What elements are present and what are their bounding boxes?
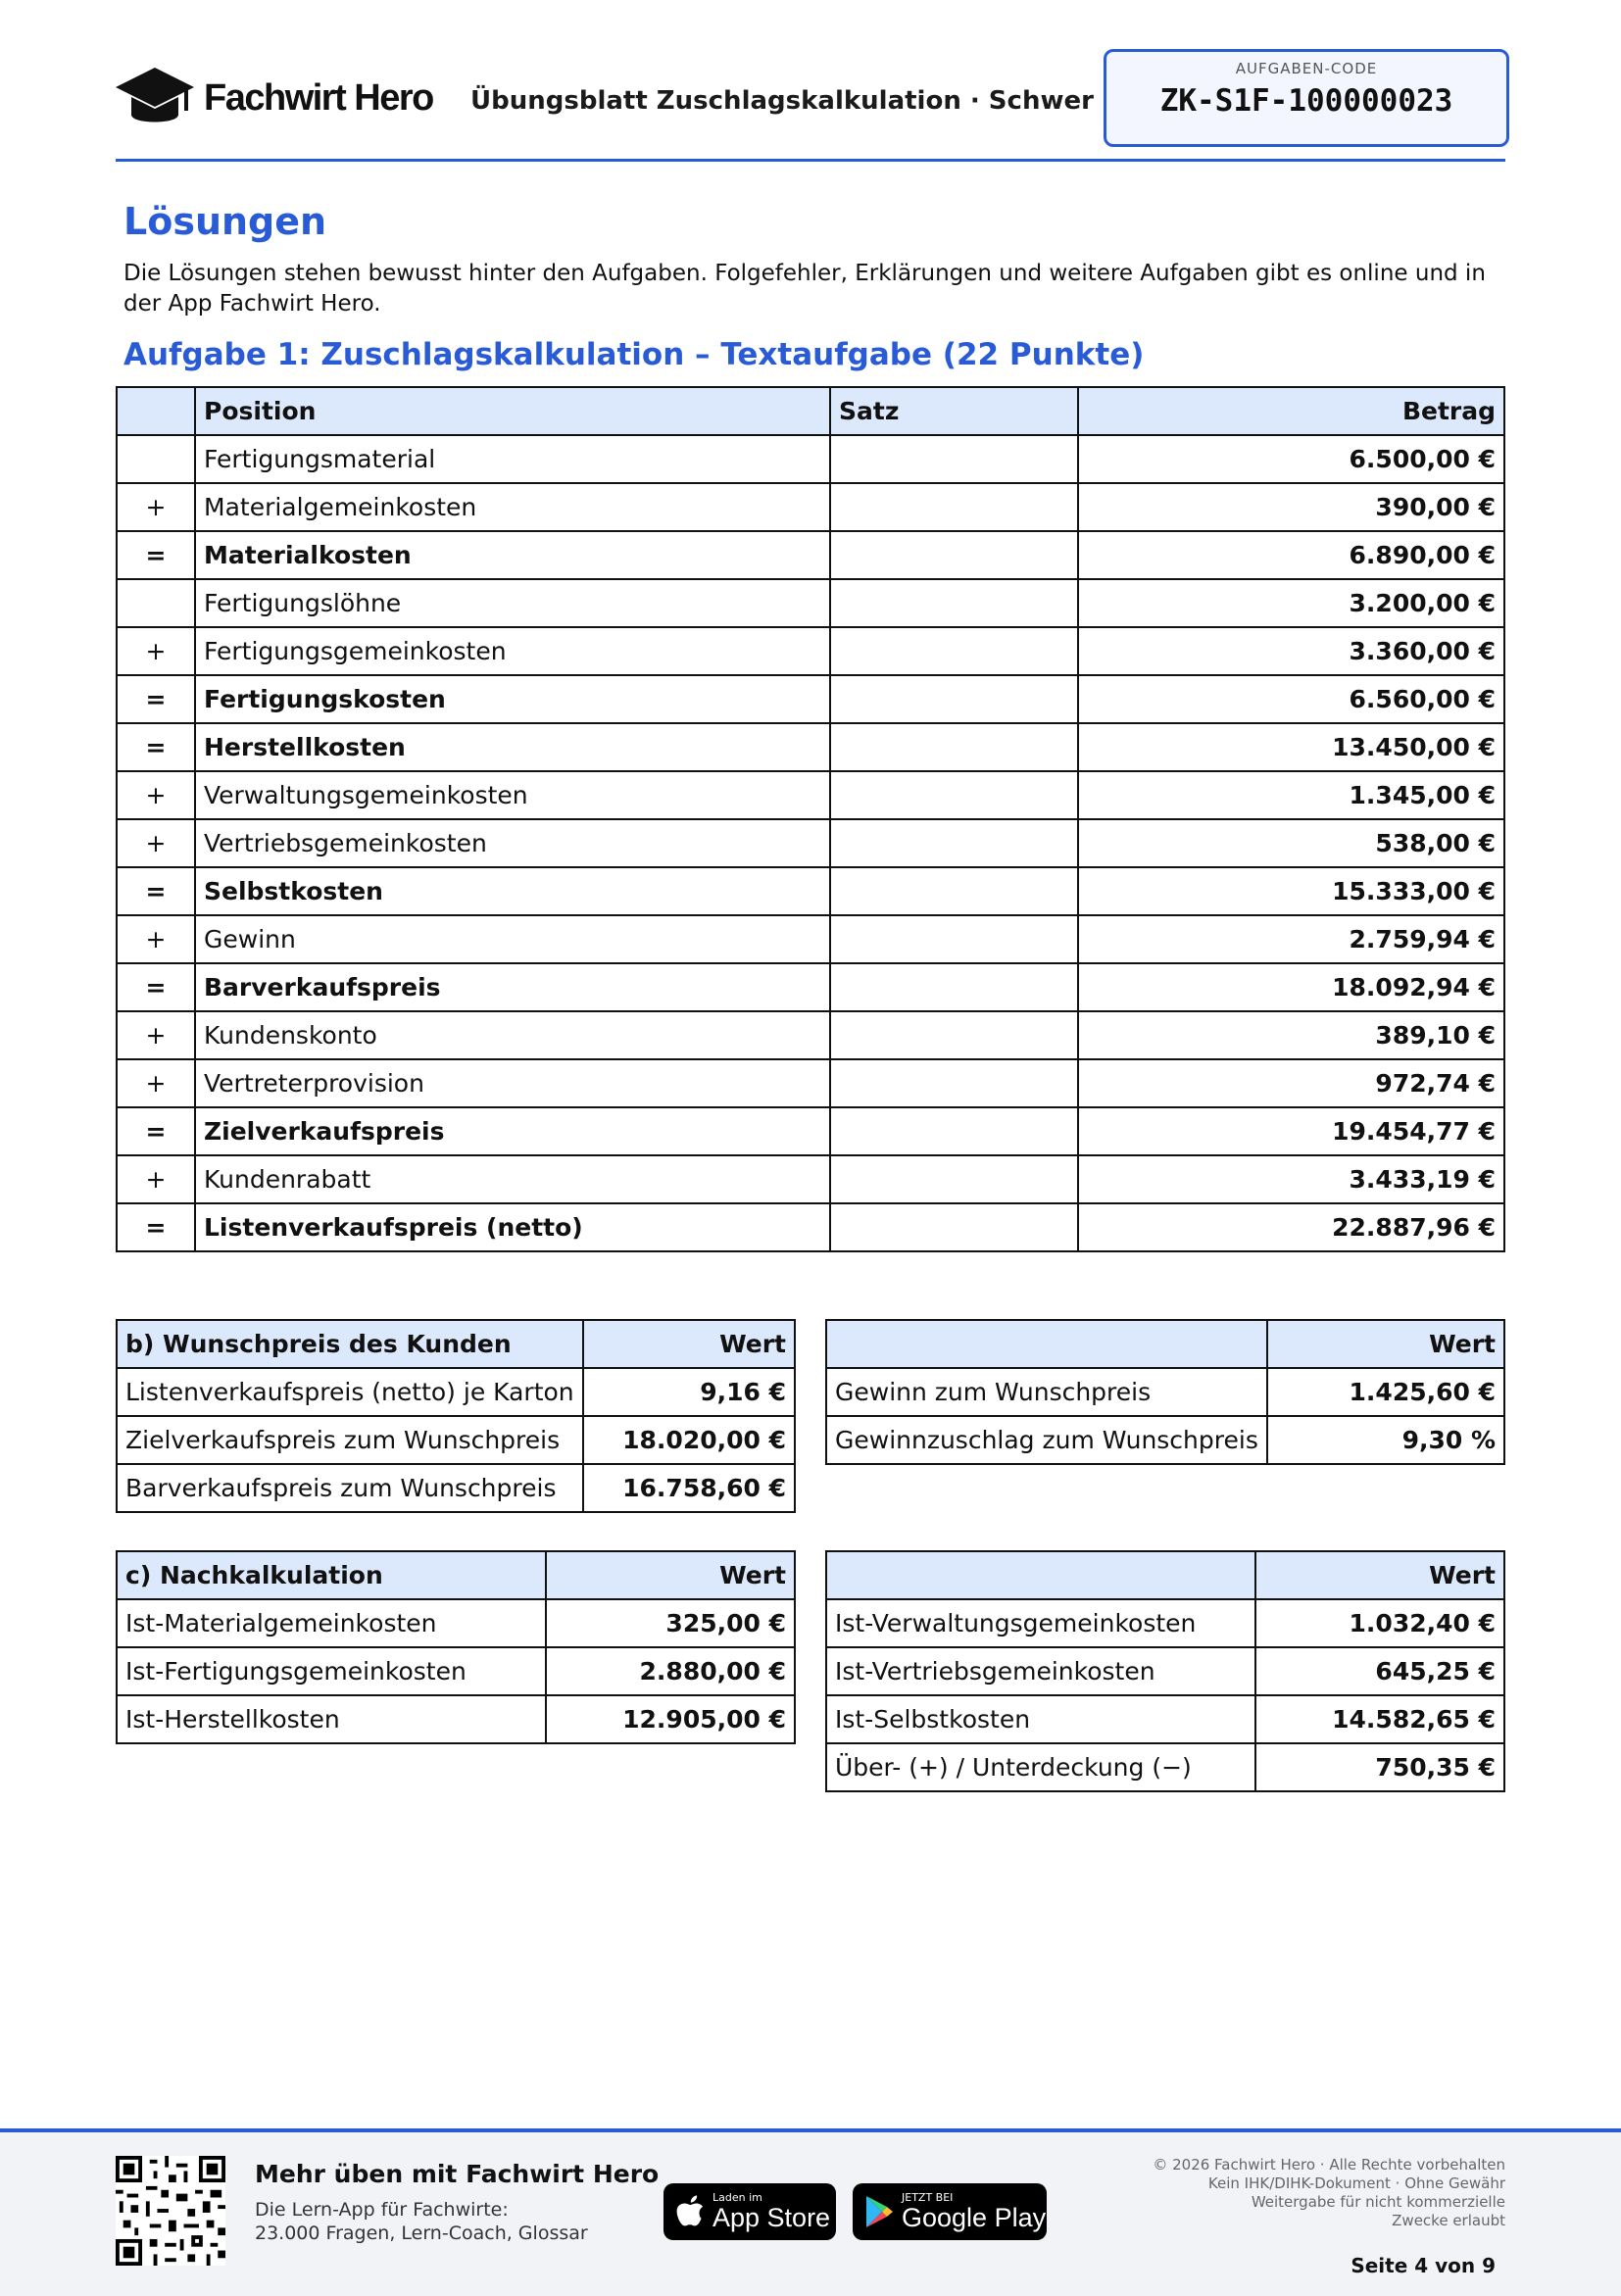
- calculation-table: [116, 386, 1505, 1252]
- table-row: [117, 531, 1504, 579]
- row-satz: [830, 1011, 1078, 1059]
- row-position: Materialgemeinkosten: [195, 483, 830, 531]
- row-position: Barverkaufspreis: [195, 963, 830, 1011]
- row-label: Ist-Fertigungsgemeinkosten: [117, 1647, 546, 1695]
- row-position: Fertigungsmaterial: [195, 435, 830, 483]
- row-position: Kundenrabatt: [195, 1155, 830, 1203]
- row-operator: +: [117, 483, 195, 531]
- footer-subtitle-2: 23.000 Fragen, Lern-Coach, Glossar: [255, 2223, 588, 2244]
- row-position: Fertigungslöhne: [195, 579, 830, 627]
- table-row: [117, 1011, 1504, 1059]
- row-position: Listenverkaufspreis (netto): [195, 1203, 830, 1251]
- row-operator: +: [117, 1059, 195, 1107]
- row-betrag: 13.450,00 €: [1078, 723, 1504, 771]
- apple-icon: [675, 2194, 705, 2229]
- row-value: 1.425,60 €: [1267, 1368, 1504, 1416]
- footer-subtitle-1: Die Lern-App für Fachwirte:: [255, 2199, 509, 2221]
- brand-name: Fachwirt Hero: [204, 76, 433, 119]
- legal-notice: [1153, 2156, 1505, 2230]
- row-satz: [830, 435, 1078, 483]
- col-header-wert: Wert: [583, 1320, 795, 1368]
- row-position: Vertriebsgemeinkosten: [195, 819, 830, 867]
- table-row: [117, 867, 1504, 915]
- intro-text: Die Lösungen stehen bewusst hinter den Aufgaben. Folgefehler, Erklärungen und weitere Aufgaben gibt es online und in der App Fachwirt Hero.: [123, 261, 1486, 317]
- row-betrag: 6.500,00 €: [1078, 435, 1504, 483]
- row-label: Listenverkaufspreis (netto) je Karton: [117, 1368, 583, 1416]
- table-row: [117, 1107, 1504, 1155]
- table-row: [117, 435, 1504, 483]
- row-label: Ist-Selbstkosten: [826, 1695, 1255, 1743]
- table-row: [117, 1695, 795, 1743]
- row-position: Fertigungskosten: [195, 675, 830, 723]
- col-header-satz: Satz: [830, 387, 1078, 435]
- row-betrag: 972,74 €: [1078, 1059, 1504, 1107]
- col-header-betrag: Betrag: [1078, 387, 1504, 435]
- app-store-big-text: App Store: [712, 2203, 831, 2232]
- row-value: 9,30 %: [1267, 1416, 1504, 1464]
- table-row: [117, 1203, 1504, 1251]
- row-satz: [830, 579, 1078, 627]
- row-betrag: 3.433,19 €: [1078, 1155, 1504, 1203]
- row-betrag: 18.092,94 €: [1078, 963, 1504, 1011]
- row-operator: [117, 435, 195, 483]
- row-operator: =: [117, 1107, 195, 1155]
- legal-line: Zwecke erlaubt: [1392, 2212, 1505, 2229]
- row-satz: [830, 483, 1078, 531]
- table-row: [117, 1464, 795, 1512]
- row-betrag: 3.360,00 €: [1078, 627, 1504, 675]
- row-label: Ist-Herstellkosten: [117, 1695, 546, 1743]
- row-operator: =: [117, 867, 195, 915]
- row-label: Ist-Verwaltungsgemeinkosten: [826, 1599, 1255, 1647]
- task-code-box: [1104, 49, 1509, 147]
- row-betrag: 389,10 €: [1078, 1011, 1504, 1059]
- col-header-name: [826, 1551, 1255, 1599]
- row-position: Fertigungsgemeinkosten: [195, 627, 830, 675]
- app-store-small-text: Laden im: [712, 2191, 762, 2204]
- col-header-operator: [117, 387, 195, 435]
- row-betrag: 3.200,00 €: [1078, 579, 1504, 627]
- row-satz: [830, 867, 1078, 915]
- brand-logo[interactable]: [116, 63, 433, 133]
- table-row: [117, 1368, 795, 1416]
- row-position: Verwaltungsgemeinkosten: [195, 771, 830, 819]
- table-row: [117, 819, 1504, 867]
- table-row: [826, 1416, 1504, 1464]
- footer-title: Mehr üben mit Fachwirt Hero: [255, 2160, 660, 2188]
- row-satz: [830, 1059, 1078, 1107]
- row-value: 750,35 €: [1255, 1743, 1504, 1791]
- row-value: 12.905,00 €: [546, 1695, 795, 1743]
- col-header-wert: Wert: [546, 1551, 795, 1599]
- row-satz: [830, 819, 1078, 867]
- google-play-icon: [864, 2195, 894, 2228]
- row-betrag: 1.345,00 €: [1078, 771, 1504, 819]
- row-value: 2.880,00 €: [546, 1647, 795, 1695]
- row-satz: [830, 675, 1078, 723]
- row-satz: [830, 531, 1078, 579]
- row-operator: =: [117, 1203, 195, 1251]
- table-row: [117, 1059, 1504, 1107]
- header-divider: [116, 159, 1505, 162]
- row-operator: +: [117, 819, 195, 867]
- row-value: 16.758,60 €: [583, 1464, 795, 1512]
- row-label: Über- (+) / Unterdeckung (−): [826, 1743, 1255, 1791]
- table-header-row: [826, 1320, 1504, 1368]
- table-row: [117, 1155, 1504, 1203]
- legal-line: Kein IHK/DIHK-Dokument · Ohne Gewähr: [1207, 2174, 1505, 2192]
- row-operator: =: [117, 531, 195, 579]
- page-footer: [0, 2128, 1621, 2296]
- table-row: [117, 627, 1504, 675]
- table-row: [117, 963, 1504, 1011]
- table-header-row: [117, 387, 1504, 435]
- row-operator: =: [117, 963, 195, 1011]
- task-title: Aufgabe 1: Zuschlagskalkulation – Textaufgabe (22 Punkte): [123, 337, 1145, 372]
- row-operator: =: [117, 675, 195, 723]
- graduation-cap-icon: [116, 66, 194, 130]
- row-value: 325,00 €: [546, 1599, 795, 1647]
- table-row: [117, 675, 1504, 723]
- qr-code-icon[interactable]: [116, 2156, 225, 2266]
- row-label: Barverkaufspreis zum Wunschpreis: [117, 1464, 583, 1512]
- row-value: 645,25 €: [1255, 1647, 1504, 1695]
- section-title: Lösungen: [123, 200, 327, 243]
- row-position: Gewinn: [195, 915, 830, 963]
- app-store-badge[interactable]: [663, 2183, 836, 2240]
- row-operator: =: [117, 723, 195, 771]
- google-play-badge[interactable]: [853, 2183, 1047, 2240]
- table-row: [117, 915, 1504, 963]
- row-satz: [830, 963, 1078, 1011]
- nachkalkulation-table: [116, 1550, 796, 1744]
- row-operator: +: [117, 1011, 195, 1059]
- row-satz: [830, 723, 1078, 771]
- row-betrag: 22.887,96 €: [1078, 1203, 1504, 1251]
- table-row: [117, 1416, 795, 1464]
- row-label: Gewinnzuschlag zum Wunschpreis: [826, 1416, 1267, 1464]
- row-value: 18.020,00 €: [583, 1416, 795, 1464]
- row-operator: +: [117, 1155, 195, 1203]
- table-row: [117, 1599, 795, 1647]
- row-label: Gewinn zum Wunschpreis: [826, 1368, 1267, 1416]
- row-betrag: 6.890,00 €: [1078, 531, 1504, 579]
- row-betrag: 390,00 €: [1078, 483, 1504, 531]
- row-label: Zielverkaufspreis zum Wunschpreis: [117, 1416, 583, 1464]
- page-number: Seite 4 von 9: [1351, 2254, 1496, 2277]
- col-header-wert: Wert: [1267, 1320, 1504, 1368]
- page-header: [116, 49, 1505, 163]
- table-header-row: [117, 1551, 795, 1599]
- col-header-name: b) Wunschpreis des Kunden: [117, 1320, 583, 1368]
- table-row: [117, 723, 1504, 771]
- legal-line: © 2026 Fachwirt Hero · Alle Rechte vorbehalten: [1153, 2156, 1505, 2174]
- row-satz: [830, 1203, 1078, 1251]
- row-value: 9,16 €: [583, 1368, 795, 1416]
- table-row: [117, 1647, 795, 1695]
- table-row: [826, 1368, 1504, 1416]
- row-position: Zielverkaufspreis: [195, 1107, 830, 1155]
- row-position: Selbstkosten: [195, 867, 830, 915]
- row-betrag: 15.333,00 €: [1078, 867, 1504, 915]
- document-title: Übungsblatt Zuschlagskalkulation · Schwer: [470, 86, 1094, 116]
- row-position: Kundenskonto: [195, 1011, 830, 1059]
- col-header-name: [826, 1320, 1267, 1368]
- legal-line: Weitergabe für nicht kommerzielle: [1251, 2193, 1505, 2211]
- row-satz: [830, 1155, 1078, 1203]
- row-position: Materialkosten: [195, 531, 830, 579]
- task-code-label: AUFGABEN-CODE: [1235, 60, 1378, 77]
- nachkalkulation-result-table: [825, 1550, 1505, 1792]
- table-row: [826, 1647, 1504, 1695]
- col-header-wert: Wert: [1255, 1551, 1504, 1599]
- table-row: [117, 483, 1504, 531]
- row-label: Ist-Vertriebsgemeinkosten: [826, 1647, 1255, 1695]
- row-value: 14.582,65 €: [1255, 1695, 1504, 1743]
- google-play-small-text: JETZT BEI: [902, 2191, 954, 2204]
- table-header-row: [117, 1320, 795, 1368]
- table-row: [826, 1599, 1504, 1647]
- row-satz: [830, 1107, 1078, 1155]
- google-play-big-text: Google Play: [902, 2203, 1047, 2232]
- row-betrag: 19.454,77 €: [1078, 1107, 1504, 1155]
- row-operator: [117, 579, 195, 627]
- table-row: [117, 579, 1504, 627]
- col-header-name: c) Nachkalkulation: [117, 1551, 546, 1599]
- row-operator: +: [117, 627, 195, 675]
- row-betrag: 538,00 €: [1078, 819, 1504, 867]
- row-operator: +: [117, 771, 195, 819]
- task-code-value: ZK-S1F-100000023: [1159, 83, 1453, 119]
- table-row: [117, 771, 1504, 819]
- row-betrag: 6.560,00 €: [1078, 675, 1504, 723]
- row-satz: [830, 627, 1078, 675]
- row-position: Vertreterprovision: [195, 1059, 830, 1107]
- row-position: Herstellkosten: [195, 723, 830, 771]
- table-header-row: [826, 1551, 1504, 1599]
- wunschpreis-gewinn-table: [825, 1319, 1505, 1465]
- row-operator: +: [117, 915, 195, 963]
- table-row: [826, 1695, 1504, 1743]
- table-row: [826, 1743, 1504, 1791]
- row-satz: [830, 771, 1078, 819]
- row-satz: [830, 915, 1078, 963]
- row-label: Ist-Materialgemeinkosten: [117, 1599, 546, 1647]
- row-betrag: 2.759,94 €: [1078, 915, 1504, 963]
- row-value: 1.032,40 €: [1255, 1599, 1504, 1647]
- wunschpreis-table: [116, 1319, 796, 1513]
- col-header-position: Position: [195, 387, 830, 435]
